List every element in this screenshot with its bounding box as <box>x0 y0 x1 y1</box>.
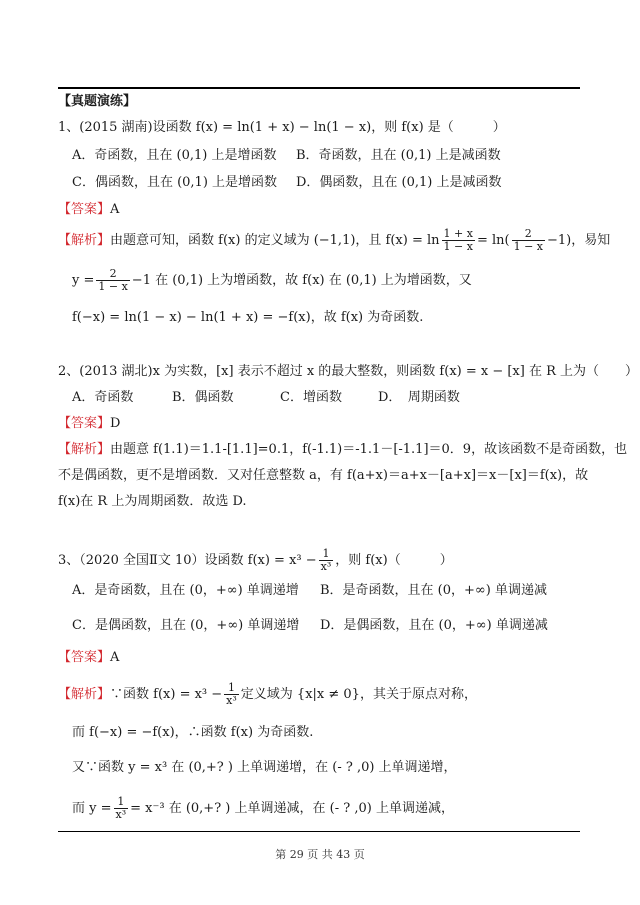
q1-option-a: A．奇函数，且在 (0,1) 上是增函数 <box>72 148 277 163</box>
q3-analysis-fraction-1-num: 1 <box>224 682 239 695</box>
q3-analysis-line-4 <box>72 796 454 821</box>
q1-analysis-2b: −1 在 (0,1) 上为增函数，故 f(x) 在 (0,1) 上为增函数，又 <box>131 273 472 288</box>
q3-stem <box>58 548 453 573</box>
q1-fraction-1-den: 1 − x <box>443 240 473 253</box>
q3-analysis-tag: 【解析】 <box>58 687 111 702</box>
q3-option-b: B．是奇函数，且在 (0，+∞) 单调递减 <box>320 583 547 598</box>
q3-analysis-4a: 而 y = <box>72 801 112 816</box>
q3-analysis-line-3: 又∵函数 y = x³ 在 (0,+? ) 上单调递增，在 (- ? ,0) 上单调递增， <box>72 760 457 775</box>
q3-option-a: A．是奇函数，且在 (0，+∞) 单调递增 <box>72 583 299 598</box>
q3-analysis-fraction-2-num: 1 <box>114 796 129 809</box>
q2-option-c: C．增函数 <box>280 390 342 405</box>
q3-analysis-4b: = x⁻³ 在 (0,+? ) 上单调递减，在 (- ? ,0) 上单调递减， <box>130 801 454 816</box>
q1-fraction-2-num: 2 <box>512 228 545 241</box>
footer-rule <box>58 831 580 832</box>
q3-analysis-fraction-2 <box>114 796 129 821</box>
q3-answer-tag: 【答案】 <box>58 650 111 665</box>
q1-analysis-tag: 【解析】 <box>58 233 111 248</box>
q1-analysis-line-1 <box>58 228 610 253</box>
q1-fraction-3 <box>96 268 129 293</box>
q1-stem: 1、(2015 湖南)设函数 f(x) = ln(1 + x) − ln(1 − x)，则 f(x) 是（ ） <box>58 120 506 135</box>
q3-stem-fraction-num: 1 <box>319 548 334 561</box>
q1-answer-line <box>58 202 119 218</box>
q2-option-a: A．奇函数 <box>72 390 134 405</box>
q1-analysis-1b: = ln( <box>476 233 510 248</box>
q3-analysis-1a: ∵函数 f(x) = x³ − <box>110 687 223 702</box>
q1-option-c: C．偶函数，且在 (0,1) 上是增函数 <box>72 175 278 190</box>
q1-fraction-2 <box>512 228 545 253</box>
q1-analysis-2a: y = <box>72 273 95 288</box>
q1-analysis-1c: −1)，易知 <box>547 233 611 248</box>
q2-analysis-line-2: 不是偶函数，更不是增函数．又对任意整数 a，有 f(a+x)＝a+x－[a+x]＝x－[x]＝f(x)，故 <box>58 468 589 483</box>
q1-analysis-line-3: f(−x) = ln(1 − x) − ln(1 + x) = −f(x)，故 f(x) 为奇函数. <box>72 310 424 325</box>
q1-answer: A <box>110 202 120 217</box>
page-footer: 第 29 页 共 43 页 <box>275 848 365 861</box>
q2-option-b: B．偶函数 <box>172 390 234 405</box>
q3-stem-fraction <box>319 548 334 573</box>
q3-analysis-line-2: 而 f(−x) = −f(x)，∴函数 f(x) 为奇函数. <box>72 725 314 740</box>
q1-fraction-2-den: 1 − x <box>513 240 544 253</box>
q2-analysis-1: 由题意 f(1.1)＝1.1-[1.1]=0.1，f(-1.1)＝-1.1－[-1.1]＝0．9，故该函数不是奇函数，也 <box>110 442 628 457</box>
q3-stem-b: ，则 f(x)（ ） <box>335 553 453 568</box>
header-rule <box>58 87 580 89</box>
q3-analysis-fraction-1 <box>224 682 239 707</box>
q2-answer-line <box>58 416 120 432</box>
q3-analysis-fraction-1-den: x³ <box>226 694 237 707</box>
q2-analysis-line-3: f(x)在 R 上为周期函数．故选 D. <box>58 494 247 509</box>
q3-answer-line <box>58 650 119 666</box>
q1-analysis-line-2 <box>72 268 472 293</box>
section-title: 【真题演练】 <box>58 94 137 109</box>
q1-fraction-3-den: 1 − x <box>98 280 128 293</box>
q3-stem-a: 3、（2020 全国Ⅱ文 10）设函数 f(x) = x³ − <box>58 553 317 568</box>
q2-analysis-tag: 【解析】 <box>58 442 111 457</box>
q2-answer-tag: 【答案】 <box>58 416 111 431</box>
q1-fraction-1 <box>442 228 475 253</box>
q1-option-b: B．奇函数，且在 (0,1) 上是减函数 <box>296 148 501 163</box>
q1-fraction-1-num: 1 + x <box>443 227 473 240</box>
q2-analysis-line-1 <box>58 442 627 458</box>
q3-analysis-line-1 <box>58 682 477 707</box>
q3-answer: A <box>110 650 120 665</box>
q3-option-c: C．是偶函数，且在 (0，+∞) 单调递增 <box>72 618 300 633</box>
q2-stem: 2、(2013 湖北)x 为实数，[x] 表示不超过 x 的最大整数，则函数 f(x) = x − [x] 在 R 上为（ ） <box>58 364 639 379</box>
q1-analysis-1a: 由题意可知，函数 f(x) 的定义域为 (−1,1)，且 f(x) = ln <box>110 233 440 248</box>
q1-answer-tag: 【答案】 <box>58 202 111 217</box>
q2-option-d: D． 周期函数 <box>378 390 460 405</box>
q3-stem-fraction-den: x³ <box>320 560 332 573</box>
q1-fraction-3-num: 2 <box>96 268 129 281</box>
q3-analysis-1b: 定义域为 {x|x ≠ 0}，其关于原点对称， <box>240 687 477 702</box>
q3-analysis-fraction-2-den: x³ <box>115 808 127 821</box>
q3-option-d: D．是偶函数，且在 (0，+∞) 单调递减 <box>320 618 548 633</box>
q2-answer: D <box>110 416 121 431</box>
q1-option-d: D．偶函数，且在 (0,1) 上是减函数 <box>296 175 502 190</box>
